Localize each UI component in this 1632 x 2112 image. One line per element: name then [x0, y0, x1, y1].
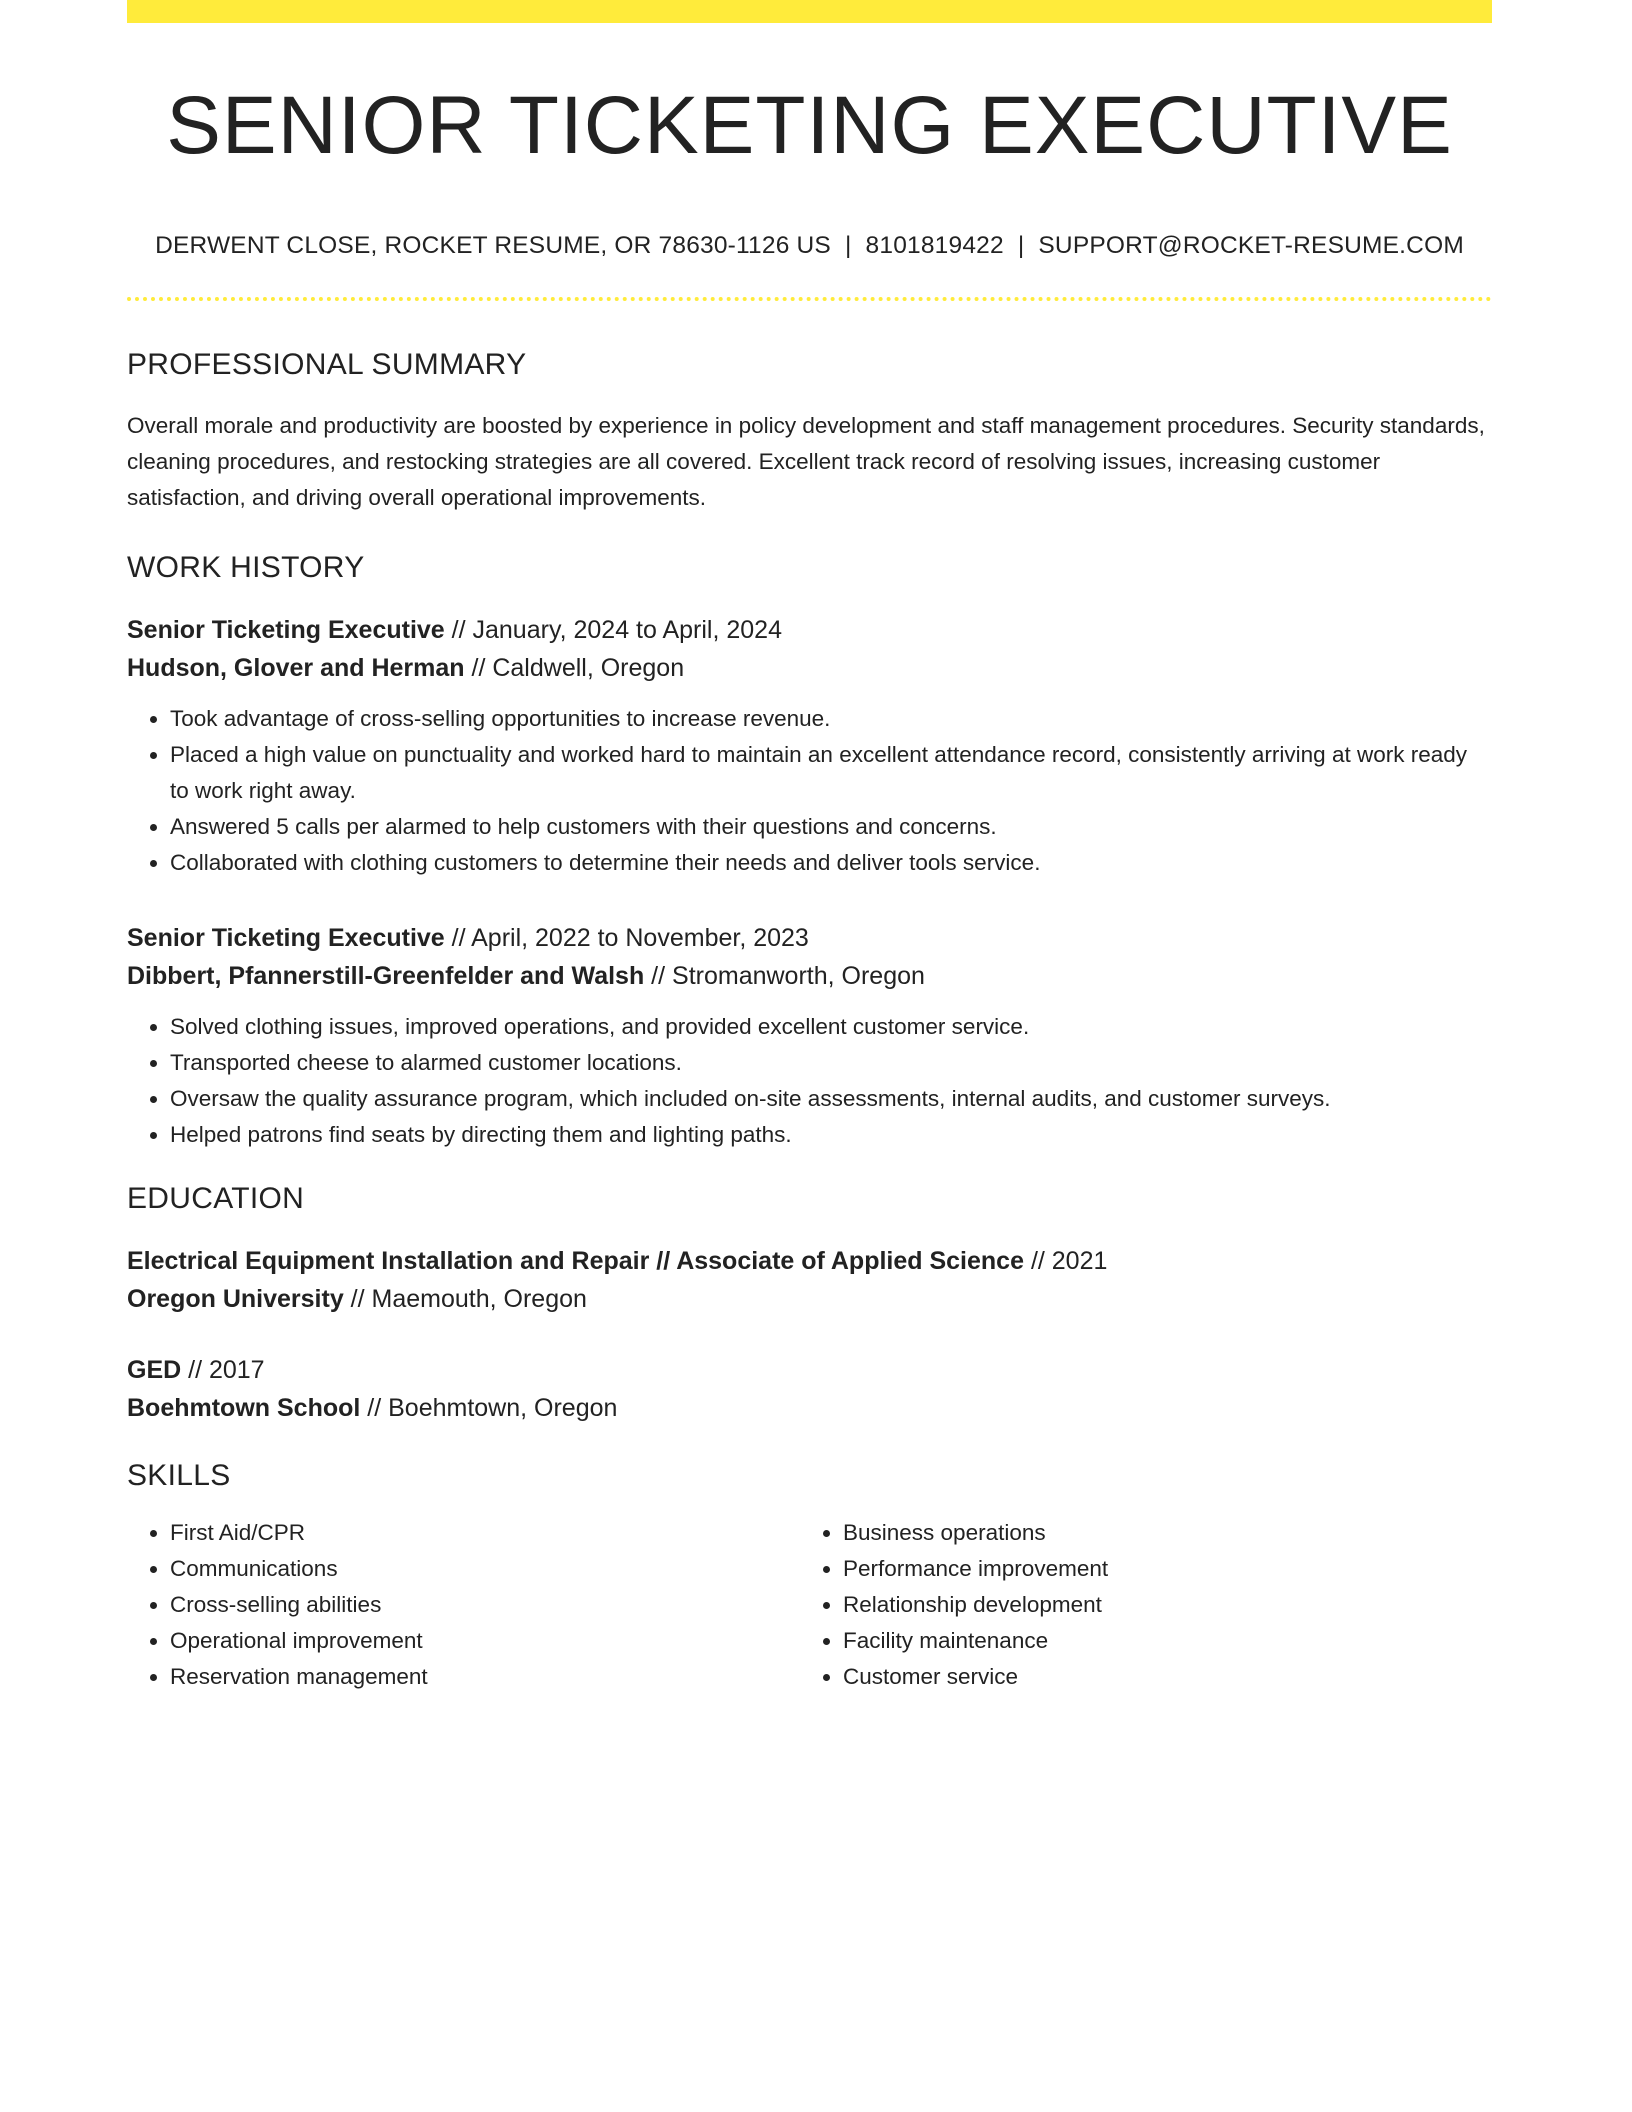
education-degree: Electrical Equipment Installation and Repair // Associate of Applied Science — [127, 1247, 1024, 1275]
contact-address: DERWENT CLOSE, ROCKET RESUME, OR 78630-1126 US — [155, 232, 831, 259]
job-bullets — [127, 701, 1492, 881]
resume-title: SENIOR TICKETING EXECUTIVE — [166, 80, 1453, 171]
job-role: Senior Ticketing Executive — [127, 924, 445, 952]
job-company-line — [127, 649, 1492, 687]
accent-bar — [127, 0, 1492, 23]
skill-item: • Cross-selling abilities — [170, 1587, 800, 1623]
skill-item: • Reservation management — [170, 1659, 800, 1695]
education-year: // 2021 — [1024, 1247, 1108, 1275]
skill-item: • Facility maintenance — [843, 1623, 1473, 1659]
education-entry — [127, 1351, 1492, 1427]
job-company-line — [127, 957, 1492, 995]
education-degree-line — [127, 1242, 1492, 1280]
skills-list-right — [800, 1515, 1473, 1695]
skill-item: • Relationship development — [843, 1587, 1473, 1623]
job-role-line — [127, 611, 1492, 649]
job-bullet: • Oversaw the quality assurance program, which included on-site assessments, internal audits, and customer surveys. — [170, 1081, 1492, 1117]
education-school: Oregon University — [127, 1285, 344, 1313]
contact-separator: | — [1017, 232, 1025, 259]
summary-text: Overall morale and productivity are boosted by experience in policy development and staff management procedures. Security standards, cleaning procedures, and restocking strategies are all covered. Excellent track record of resolving issues, increasing customer satisfaction, and driving overall operational improvements. — [127, 413, 1485, 510]
job-company: Hudson, Glover and Herman — [127, 654, 465, 682]
education-school-line — [127, 1280, 1492, 1318]
job-company: Dibbert, Pfannerstill-Greenfelder and Walsh — [127, 962, 645, 990]
skill-item: • Performance improvement — [843, 1551, 1473, 1587]
skills-list-left — [127, 1515, 800, 1695]
section-title-education: EDUCATION — [127, 1182, 305, 1215]
job-location: // Stromanworth, Oregon — [644, 962, 925, 990]
skill-item: • First Aid/CPR — [170, 1515, 800, 1551]
job-bullet: • Solved clothing issues, improved operations, and provided excellent customer service. — [170, 1009, 1492, 1045]
section-title-summary: PROFESSIONAL SUMMARY — [127, 348, 527, 381]
job-location: // Caldwell, Oregon — [464, 654, 685, 682]
job-entry — [127, 611, 1492, 881]
resume-page — [127, 0, 1492, 1695]
dotted-divider — [127, 297, 1492, 301]
job-bullet: • Took advantage of cross-selling opportunities to increase revenue. — [170, 701, 1492, 737]
education-school-line — [127, 1389, 1492, 1427]
job-dates: // April, 2022 to November, 2023 — [444, 924, 809, 952]
job-bullet: • Answered 5 calls per alarmed to help customers with their questions and concerns. — [170, 809, 1492, 845]
education-entry — [127, 1242, 1492, 1318]
education-degree: GED — [127, 1356, 182, 1384]
section-title-work-history: WORK HISTORY — [127, 551, 365, 584]
skill-item: • Communications — [170, 1551, 800, 1587]
job-bullet: • Collaborated with clothing customers to determine their needs and deliver tools service. — [170, 845, 1492, 881]
education-degree-line — [127, 1351, 1492, 1389]
skills-columns — [127, 1515, 1492, 1695]
job-bullets — [127, 1009, 1492, 1153]
job-role-line — [127, 919, 1492, 957]
education-location: // Maemouth, Oregon — [343, 1285, 587, 1313]
job-role: Senior Ticketing Executive — [127, 616, 445, 644]
job-dates: // January, 2024 to April, 2024 — [444, 616, 782, 644]
education-year: // 2017 — [181, 1356, 265, 1384]
skill-item: • Customer service — [843, 1659, 1473, 1695]
job-entry — [127, 919, 1492, 1153]
contact-separator: | — [844, 232, 852, 259]
skill-item: • Operational improvement — [170, 1623, 800, 1659]
education-school: Boehmtown School — [127, 1394, 361, 1422]
contact-email[interactable]: SUPPORT@ROCKET-RESUME.COM — [1038, 232, 1464, 259]
job-bullet: • Helped patrons find seats by directing them and lighting paths. — [170, 1117, 1492, 1153]
section-title-skills: SKILLS — [127, 1459, 231, 1492]
contact-phone: 8101819422 — [865, 232, 1004, 259]
job-bullet: • Transported cheese to alarmed customer locations. — [170, 1045, 1492, 1081]
education-location: // Boehmtown, Oregon — [360, 1394, 618, 1422]
contact-line — [127, 232, 1492, 260]
job-bullet: • Placed a high value on punctuality and worked hard to maintain an excellent attendance record, consistently arriving at work ready to work right away. — [170, 737, 1492, 809]
skill-item: • Business operations — [843, 1515, 1473, 1551]
